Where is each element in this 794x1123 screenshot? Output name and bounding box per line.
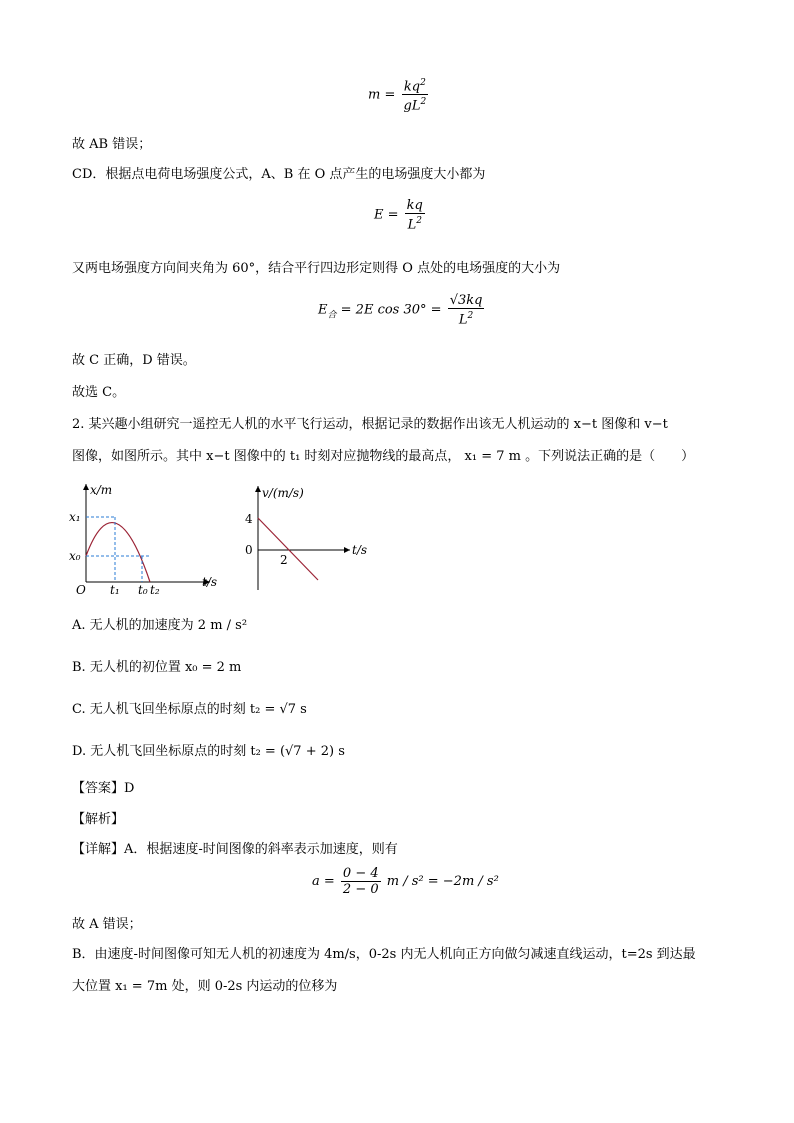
superscript: 2 (416, 216, 422, 226)
answer: 【答案】D (72, 781, 135, 796)
formula-rhs: m / s² = −2m / s² (386, 874, 499, 889)
formula-lhs: m = (368, 87, 396, 103)
formula-acceleration (312, 866, 499, 897)
formula-middle: = 2E cos 30° = (340, 302, 442, 318)
question-2-line-2: 图像，如图所示。其中 x−t 图像中的 t₁ 时刻对应抛物线的最高点， x₁ = 7 m 。下列说法正确的是（ ） (72, 449, 695, 464)
option-a: A. 无人机的加速度为 2 m / s² (72, 618, 248, 633)
superscript: 2 (420, 78, 426, 88)
analysis-heading: 【解析】 (72, 812, 125, 827)
fraction (341, 866, 381, 897)
detail-paragraph: 【详解】A．根据速度-时间图像的斜率表示加速度，则有 (72, 842, 398, 857)
x-tick-t2: t₂ (150, 583, 160, 597)
subscript: 合 (327, 310, 337, 321)
y-tick-x0: x₀ (69, 549, 81, 563)
x-tick-2: 2 (280, 553, 288, 567)
paragraph: 故 C 正确，D 错误。 (72, 353, 196, 368)
paragraph: 故 A 错误； (72, 917, 142, 932)
x-axis-label: t/s (202, 575, 218, 589)
formula-lhs: E = (374, 207, 399, 223)
option-b: B. 无人机的初位置 x₀ = 2 m (72, 660, 242, 675)
numerator: √3kq (449, 293, 483, 308)
formula-field-strength (374, 198, 427, 232)
paragraph: CD．根据点电荷电场强度公式，A、B 在 O 点产生的电场强度大小都为 (72, 167, 486, 182)
fraction (448, 293, 485, 327)
paragraph: B．由速度-时间图像可知无人机的初速度为 4m/s，0-2s 内无人机向正方向做匀减速直线运动，t=2s 到达最 (72, 947, 696, 962)
numerator: 0 − 4 (342, 866, 379, 881)
denominator: 2 − 0 (342, 882, 379, 897)
numerator: kq (403, 79, 421, 95)
formula-resultant-field (318, 293, 486, 327)
numerator: kq (406, 198, 423, 213)
superscript: 2 (420, 97, 427, 108)
y-axis-label: v/(m/s) (262, 486, 304, 500)
question-2-line-1: 2. 某兴趣小组研究一遥控无人机的水平飞行运动，根据记录的数据作出该无人机运动的 x−t 图像和 v−t (72, 417, 668, 432)
paragraph: 大位置 x₁ = 7m 处，则 0-2s 内运动的位移为 (72, 979, 338, 994)
origin-label: O (76, 583, 86, 597)
formula-lhs: E (318, 302, 328, 318)
xt-graph (66, 478, 226, 598)
denominator: L (458, 312, 468, 328)
x-axis-label: t/s (352, 543, 368, 557)
superscript: 2 (467, 311, 474, 321)
vt-graph (240, 480, 380, 595)
paragraph: 故 AB 错误； (72, 137, 152, 152)
x-tick-t1: t₁ (110, 583, 120, 597)
xt-curve (86, 523, 150, 582)
y-tick-4: 4 (245, 512, 253, 526)
y-tick-x1: x₁ (69, 510, 81, 524)
denominator: L (407, 217, 417, 233)
y-tick-0: 0 (245, 543, 253, 557)
paragraph: 故选 C。 (72, 385, 126, 400)
y-axis-label: x/m (90, 483, 113, 497)
option-d: D. 无人机飞回坐标原点的时刻 t₂ = (√7 + 2) s (72, 744, 345, 759)
denominator: gL (403, 98, 421, 114)
x-tick-t0: t₀ (138, 583, 148, 597)
fraction (405, 198, 425, 232)
formula-lhs: a = (312, 874, 335, 889)
paragraph: 又两电场强度方向间夹角为 60°，结合平行四边形定则得 O 点处的电场强度的大小为 (72, 261, 561, 276)
vt-line (258, 518, 318, 580)
fraction (402, 76, 429, 114)
option-c: C. 无人机飞回坐标原点的时刻 t₂ = √7 s (72, 702, 307, 717)
formula-mass (368, 76, 430, 114)
